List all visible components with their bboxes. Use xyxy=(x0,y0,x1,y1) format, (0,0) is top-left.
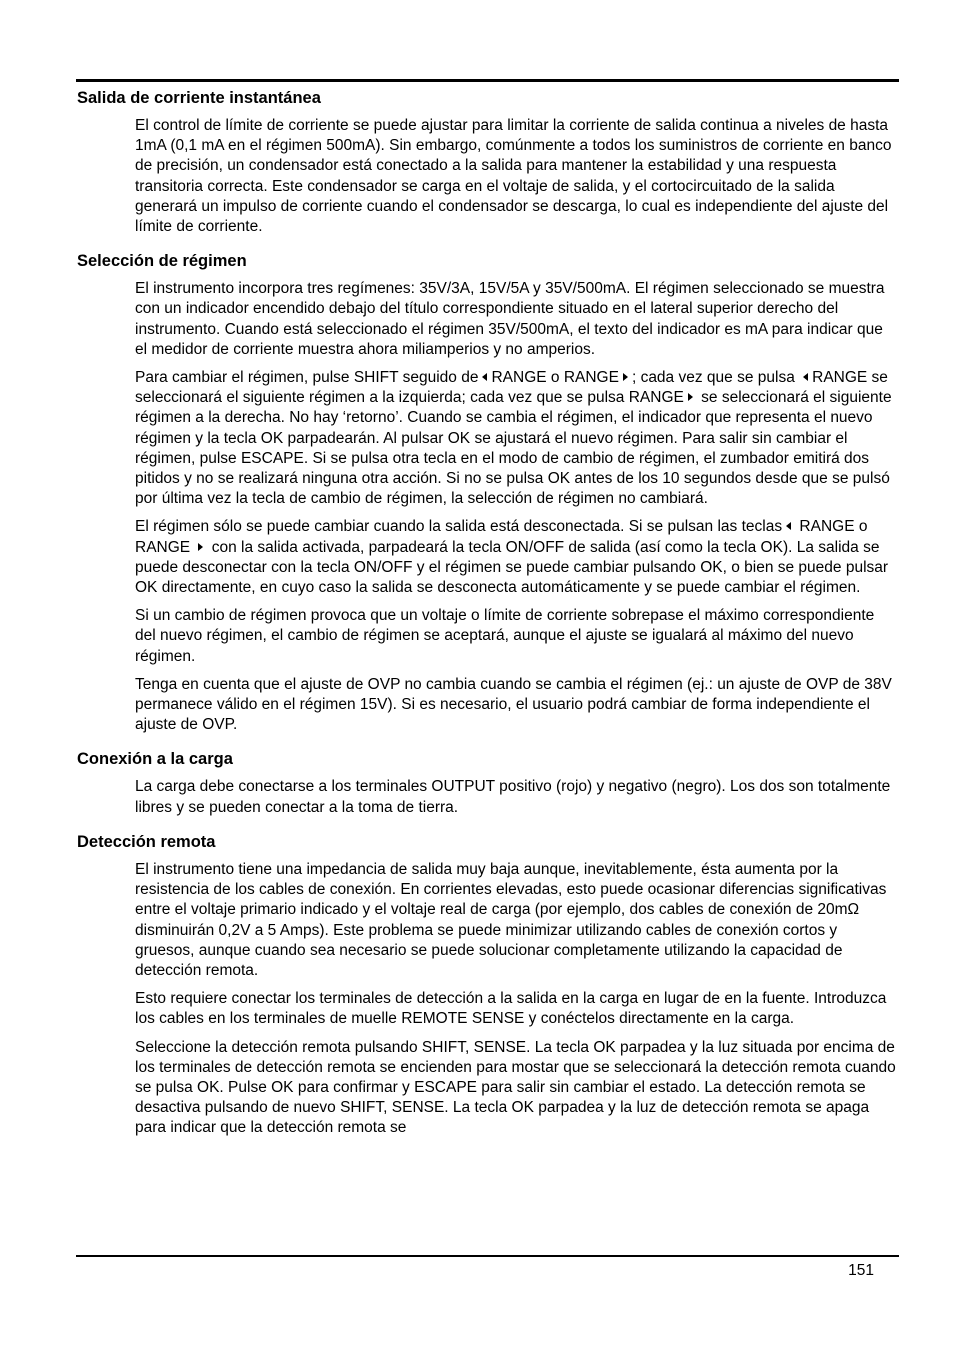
page-content xyxy=(77,88,899,1153)
left-arrow-icon xyxy=(482,373,487,381)
right-arrow-icon xyxy=(623,373,628,381)
text-run: Para cambiar el régimen, pulse SHIFT seguido de xyxy=(135,369,479,387)
section-instant-current xyxy=(77,88,899,237)
paragraph xyxy=(135,517,899,598)
paragraph: El instrumento incorpora tres regímenes: 35V/3A, 15V/5A y 35V/500mA. El régimen seleccionado se muestra con un indicador encendido debajo del título correspondiente situado en el lateral superior derecho del instrumento. Cuando está seleccionado el régimen 35V/500mA, el texto del indicador es mA para indicar que el medidor de corriente muestra ahora miliamperios y no amperios. xyxy=(135,280,885,358)
section-range-selection xyxy=(77,251,899,735)
paragraph: Si un cambio de régimen provoca que un voltaje o límite de corriente sobrepase el máximo correspondiente del nuevo régimen, el cambio de régimen se aceptará, aunque el ajuste se igualará al máximo del nuevo régimen. xyxy=(135,607,875,665)
right-arrow-icon xyxy=(198,543,203,551)
text-run: con la salida activada, parpadeará la tecla ON/OFF de salida (así como la tecla OK). La salida se puede desconectar con la tecla ON/OFF y el régimen se puede cambiar pulsando OK, o bien se puede pulsar OK directamente, en cuyo caso la salida se desconecta automáticamente y se puede cambiar el régimen. xyxy=(135,538,889,597)
footer-rule xyxy=(76,1255,899,1257)
header-rule xyxy=(76,79,899,82)
text-run: El régimen sólo se puede cambiar cuando la salida está desconectada. Si se pulsan las teclas xyxy=(135,518,783,536)
section-heading: Detección remota xyxy=(77,832,216,851)
section-heading: Conexión a la carga xyxy=(77,750,233,769)
page-number: 151 xyxy=(848,1262,874,1279)
section-load-connection xyxy=(77,749,899,817)
paragraph: La carga debe conectarse a los terminales OUTPUT positivo (rojo) y negativo (negro). Los dos son totalmente libres y se pueden conectar a la toma de tierra. xyxy=(135,778,891,816)
section-heading: Selección de régimen xyxy=(77,252,247,271)
right-arrow-icon xyxy=(688,393,693,401)
paragraph: Esto requiere conectar los terminales de detección a la salida en la carga en lugar de en la fuente. Introduzca los cables en los terminales de muelle REMOTE SENSE y conéctelos directamente en la carga. xyxy=(135,990,887,1028)
section-heading: Salida de corriente instantánea xyxy=(77,89,321,107)
paragraph: Tenga en cuenta que el ajuste de OVP no cambia cuando se cambia el régimen (ej.: un ajuste de OVP de 38V permanece válido en el régimen 15V). Si es necesario, el usuario podrá cambiar de forma independiente el ajuste de OVP. xyxy=(135,675,892,734)
text-run: RANGE o RANGE xyxy=(491,369,619,387)
text-run: RANGE se seleccionará el siguiente régimen a la izquierda; cada vez que se pulsa RANGE xyxy=(135,369,888,407)
paragraph: Seleccione la detección remota pulsando SHIFT, SENSE. La tecla OK parpadea y la luz situada por encima de los terminales de detección remota se encienden para mostar que se seleccionará la detección remota cuando se pulsa OK. Pulse OK para confirmar y ESCAPE para salir sin cambiar el estado. La detección remota se desactiva pulsando de nuevo SHIFT, SENSE. La tecla OK parpadea y la luz de detección remota se apaga para indicar que la detección remota se xyxy=(135,1038,896,1137)
text-run: ; cada vez que se pulsa xyxy=(631,369,795,387)
paragraph xyxy=(135,368,899,509)
section-remote-sense xyxy=(77,832,899,1139)
left-arrow-icon xyxy=(803,373,808,381)
left-arrow-icon xyxy=(786,522,791,530)
text-run: RANGE o RANGE xyxy=(135,518,868,556)
text-run: se seleccionará el siguiente régimen a la derecha. No hay ‘retorno’. Cuando se cambia el régimen, el indicador que representa el nuevo régimen y la tecla OK parpadearán. Al pulsar OK se ajustará el nuevo régimen. Para salir sin cambiar el régimen, pulse ESCAPE. Si se pulsa otra tecla en el modo de cambio de régimen, el zumbador emitirá dos pitidos y no se realizará ninguna otra acción. Si no se pulsa OK antes de los 10 segundos desde que se pulsó por última vez la tecla de cambio de régimen, la selección de régimen no cambiará. xyxy=(135,389,892,508)
paragraph: El instrumento tiene una impedancia de salida muy baja aunque, inevitablemente, ésta aumenta por la resistencia de los cables de conexión. En corrientes elevadas, esto puede ocasionar diferencias significativas entre el voltaje primario indicado y el voltaje real de carga (por ejemplo, dos cables de conexión de 20mΩ disminuirán 0,2V a 5 Amps). Este problema se puede minimizar utilizando cables de conexión cortos y gruesos, aunque cuando sea necesario se puede solucionar completamente utilizando la capacidad de detección remota. xyxy=(135,860,887,979)
paragraph: El control de límite de corriente se puede ajustar para limitar la corriente de salida continua a niveles de hasta 1mA (0,1 mA en el régimen 500mA). Sin embargo, comúnmente a todos los suministros de corriente en banco de precisión, un condensador está conectado a la salida para mantener la estabilidad y una respuesta transitoria correcta. Este condensador se carga en el voltaje de salida, y el cortocircuitado de la salida generará un impulso de corriente cuando el condensador se descarga, lo cual es independiente del ajuste del límite de corriente. xyxy=(135,117,892,236)
